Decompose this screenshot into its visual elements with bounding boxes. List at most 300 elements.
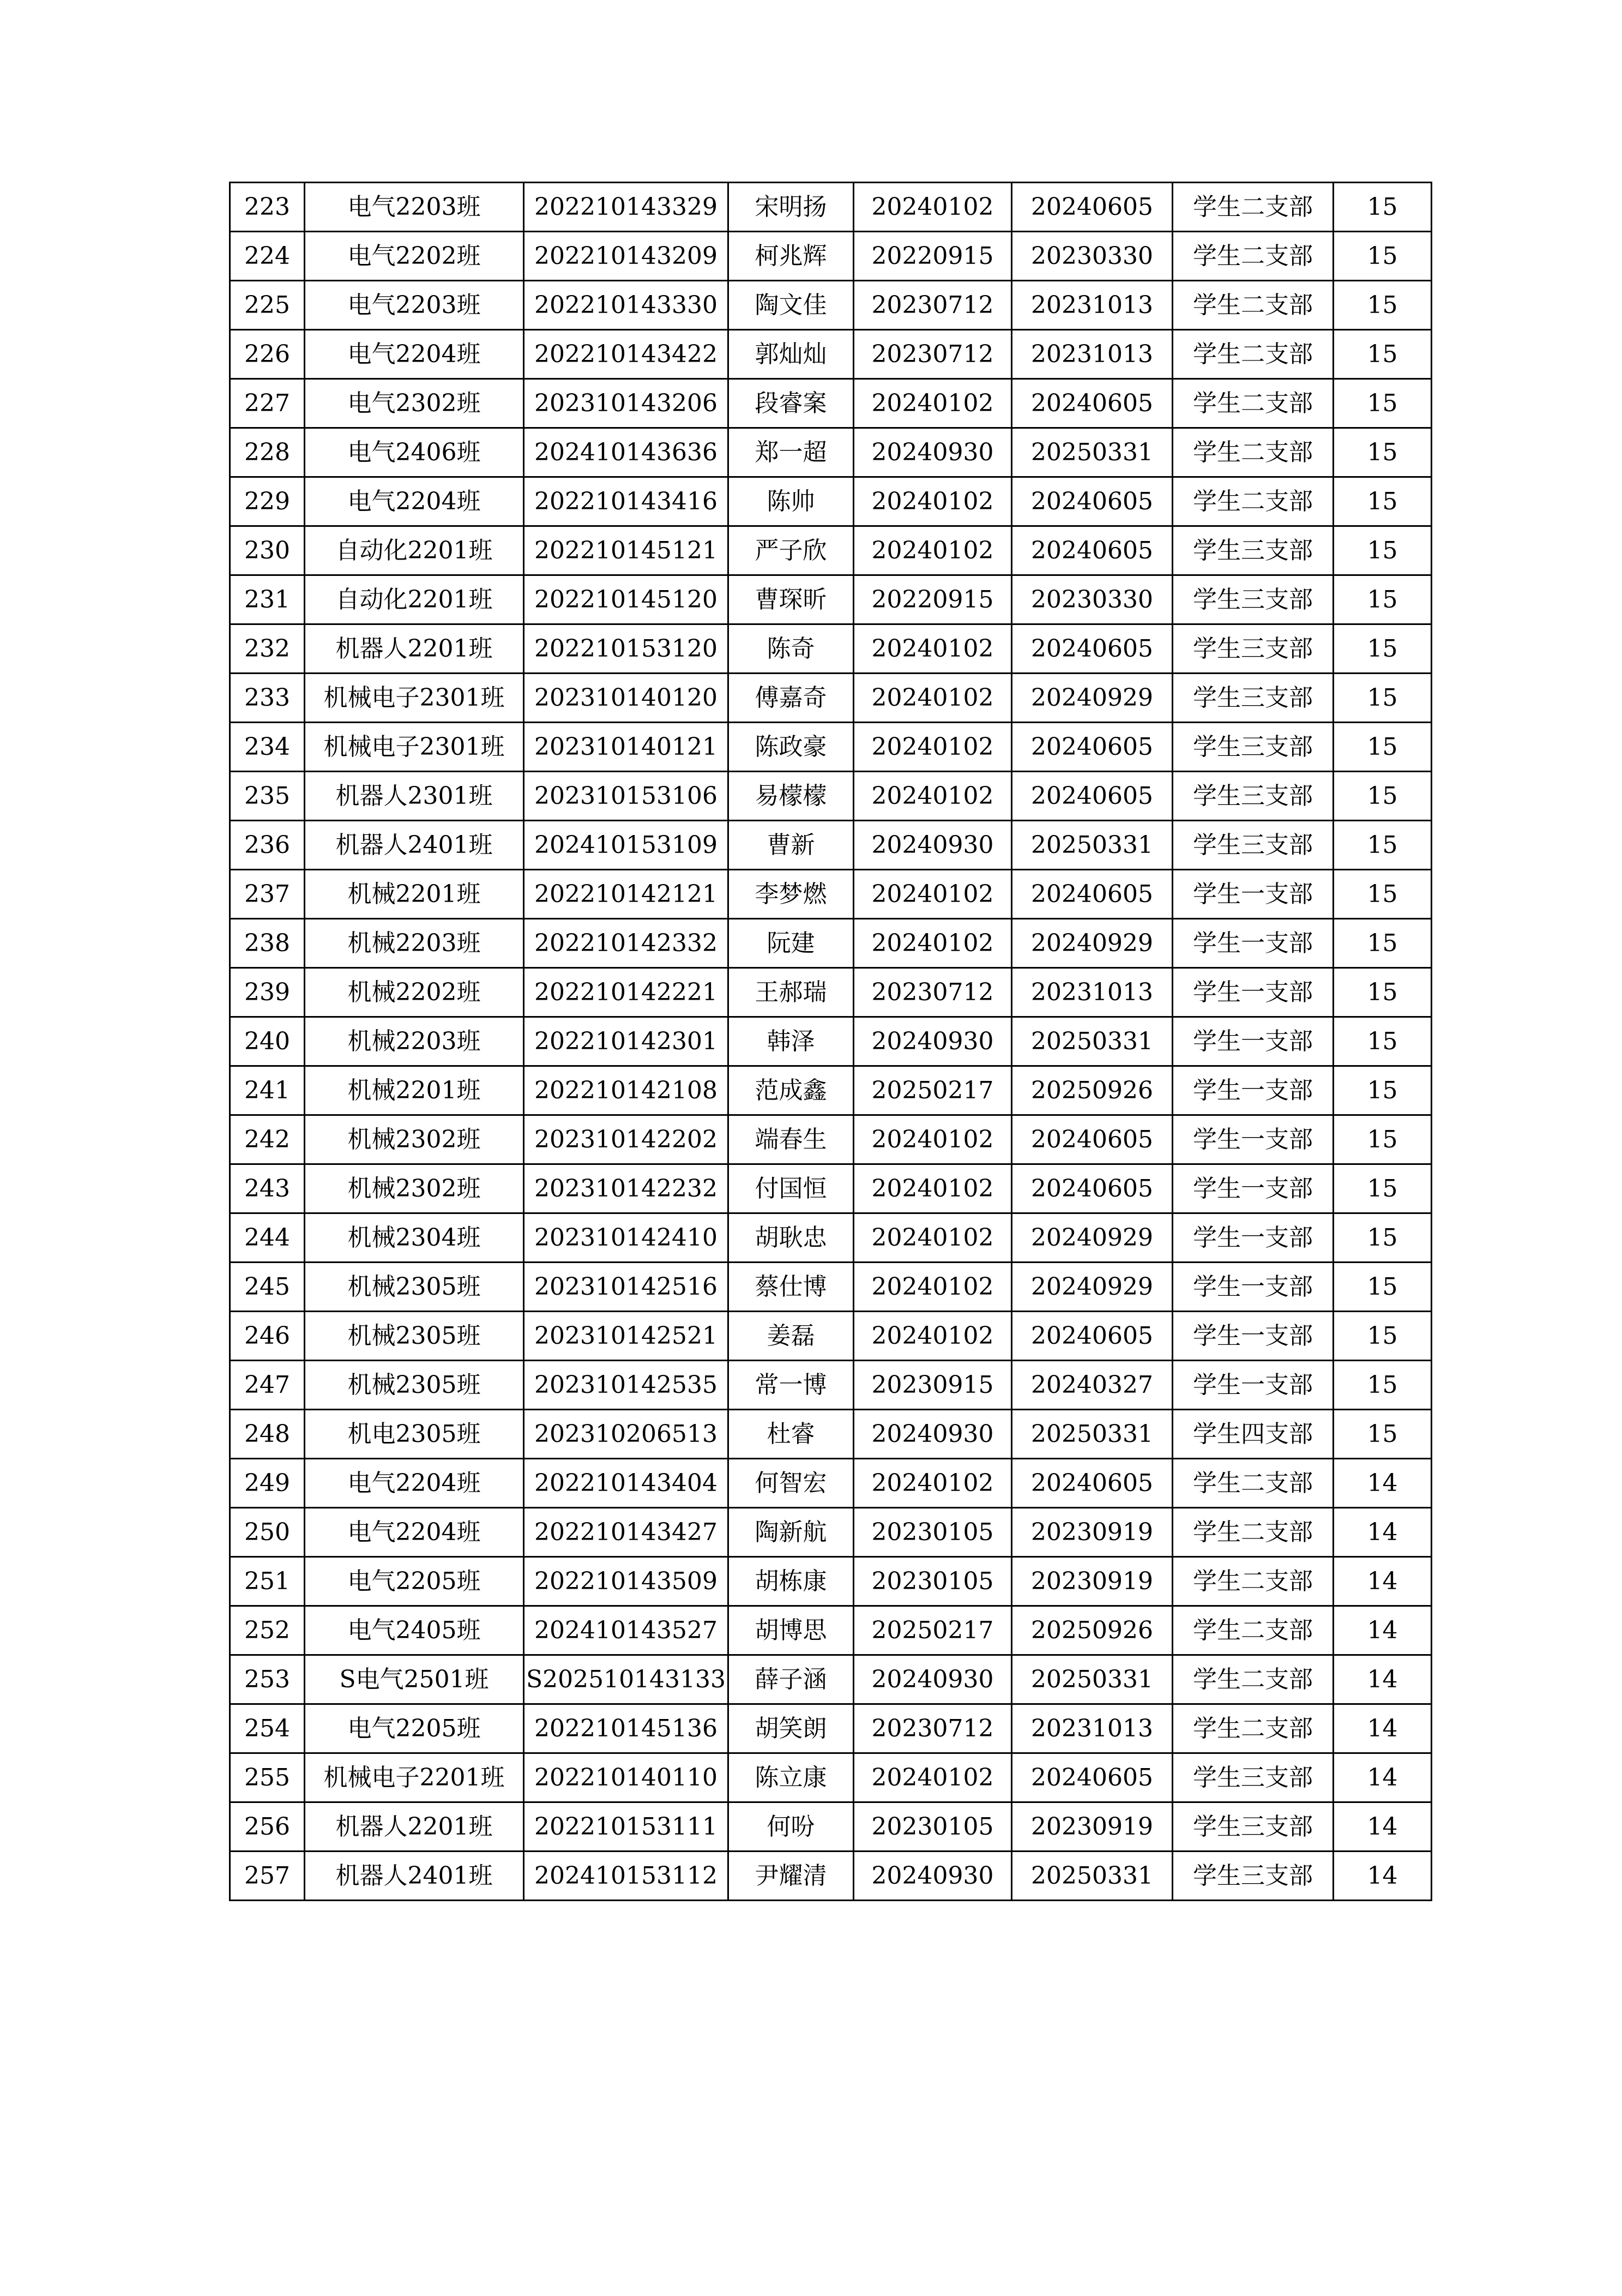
student-name-cell [728,1017,854,1066]
class-cell [305,772,524,821]
student-id-text: 202210142108 [534,1076,717,1104]
student-name-text: 何吩 [767,1812,815,1841]
student-name-cell [728,1606,854,1655]
score-text: 15 [1367,340,1398,368]
start-date-text: 20240930 [871,1027,994,1055]
start-date-text: 20240930 [871,831,994,859]
row-number-cell [230,968,305,1017]
student-name-text: 陈帅 [767,487,815,515]
student-id-text: 202210145120 [534,585,717,614]
student-name-cell [728,428,854,477]
student-name-cell [728,1164,854,1213]
start-date-cell [854,232,1012,281]
row-number-text: 247 [244,1371,290,1399]
student-name-cell [728,1655,854,1704]
score-cell [1334,821,1432,870]
student-id-text: 202210140110 [534,1763,717,1792]
row-number-text: 235 [244,782,290,810]
score-cell [1334,1802,1432,1852]
score-text: 15 [1367,1272,1398,1301]
party-branch-cell [1173,1802,1334,1852]
row-number-cell [230,821,305,870]
party-branch-text: 学生一支部 [1193,1223,1313,1252]
party-branch-cell [1173,1017,1334,1066]
party-branch-text: 学生三支部 [1193,683,1313,712]
student-name-text: 易檬檬 [755,782,827,810]
start-date-cell [854,1410,1012,1459]
score-text: 14 [1367,1861,1398,1890]
student-name-text: 韩泽 [767,1027,815,1055]
student-name-text: 郭灿灿 [755,340,827,368]
row-number-cell [230,1606,305,1655]
end-date-cell [1012,232,1173,281]
end-date-text: 20230919 [1031,1567,1153,1595]
score-text: 14 [1367,1567,1398,1595]
student-name-cell [728,477,854,526]
score-cell [1334,477,1432,526]
student-name-text: 胡栋康 [755,1567,827,1595]
party-branch-text: 学生三支部 [1193,782,1313,810]
end-date-text: 20240605 [1031,782,1153,810]
end-date-cell [1012,1066,1173,1115]
end-date-cell [1012,1606,1173,1655]
party-branch-cell [1173,772,1334,821]
student-id-cell [524,1753,728,1802]
score-text: 15 [1367,1420,1398,1448]
start-date-cell [854,723,1012,772]
row-number-cell [230,1459,305,1508]
row-number-text: 223 [244,193,290,221]
party-branch-text: 学生一支部 [1193,1076,1313,1104]
party-branch-text: 学生三支部 [1193,536,1313,564]
score-text: 15 [1367,1027,1398,1055]
score-cell [1334,1017,1432,1066]
student-name-text: 薛子涵 [755,1665,827,1693]
score-text: 15 [1367,1125,1398,1153]
row-number-text: 249 [244,1469,290,1497]
row-number-text: 225 [244,291,290,319]
party-branch-cell [1173,232,1334,281]
score-cell [1334,1213,1432,1263]
party-branch-cell [1173,1606,1334,1655]
score-text: 15 [1367,536,1398,564]
row-number-text: 251 [244,1567,290,1595]
start-date-cell [854,575,1012,624]
end-date-text: 20231013 [1031,291,1153,319]
end-date-cell [1012,281,1173,330]
party-branch-cell [1173,575,1334,624]
class-cell [305,330,524,379]
start-date-cell [854,379,1012,428]
student-name-cell [728,1557,854,1606]
student-id-text: 202210143416 [534,487,717,515]
party-branch-cell [1173,477,1334,526]
row-number-text: 256 [244,1812,290,1841]
start-date-text: 20230712 [871,1714,994,1742]
end-date-text: 20240605 [1031,1469,1153,1497]
start-date-text: 20250217 [871,1076,994,1104]
party-branch-cell [1173,183,1334,232]
table-row [230,379,1432,428]
end-date-text: 20240605 [1031,732,1153,761]
table-row [230,575,1432,624]
end-date-text: 20231013 [1031,978,1153,1006]
end-date-cell [1012,1115,1173,1164]
score-cell [1334,1606,1432,1655]
row-number-cell [230,1017,305,1066]
end-date-text: 20240929 [1031,683,1153,712]
class-text: 机械2302班 [347,1125,481,1153]
start-date-text: 20230712 [871,291,994,319]
start-date-cell [854,1852,1012,1901]
row-number-text: 244 [244,1223,290,1252]
start-date-cell [854,1459,1012,1508]
end-date-cell [1012,772,1173,821]
end-date-cell [1012,1017,1173,1066]
class-text: 电气2205班 [347,1567,481,1595]
party-branch-text: 学生二支部 [1193,1469,1313,1497]
row-number-cell [230,575,305,624]
score-cell [1334,183,1432,232]
student-id-cell [524,477,728,526]
student-id-cell [524,821,728,870]
party-branch-text: 学生一支部 [1193,1321,1313,1350]
table-row [230,870,1432,919]
student-id-cell [524,1802,728,1852]
party-branch-text: 学生二支部 [1193,1567,1313,1595]
start-date-cell [854,1802,1012,1852]
score-text: 14 [1367,1469,1398,1497]
student-name-cell [728,1753,854,1802]
student-name-text: 常一博 [755,1371,827,1399]
end-date-cell [1012,1410,1173,1459]
start-date-text: 20230712 [871,978,994,1006]
class-text: 机械电子2301班 [323,732,505,761]
student-id-cell [524,183,728,232]
student-name-cell [728,183,854,232]
class-cell [305,1361,524,1410]
end-date-cell [1012,1213,1173,1263]
row-number-text: 227 [244,389,290,417]
student-name-cell [728,1312,854,1361]
student-id-text: 202410153109 [534,831,717,859]
student-name-text: 李梦燃 [755,880,827,908]
table-row [230,821,1432,870]
student-id-text: S202510143133 [526,1665,726,1693]
end-date-cell [1012,1753,1173,1802]
student-id-cell [524,1017,728,1066]
row-number-cell [230,1557,305,1606]
student-id-text: 202310142535 [534,1371,717,1399]
class-cell [305,1606,524,1655]
row-number-text: 242 [244,1125,290,1153]
end-date-cell [1012,428,1173,477]
student-name-cell [728,1508,854,1557]
end-date-cell [1012,1459,1173,1508]
student-name-cell [728,919,854,968]
row-number-cell [230,1852,305,1901]
start-date-text: 20240930 [871,438,994,466]
start-date-text: 20240102 [871,880,994,908]
party-branch-text: 学生一支部 [1193,1125,1313,1153]
score-text: 15 [1367,978,1398,1006]
party-branch-text: 学生三支部 [1193,634,1313,663]
end-date-text: 20240929 [1031,1223,1153,1252]
student-id-text: 202410143636 [534,438,717,466]
class-text: 电气2204班 [347,1469,481,1497]
table-row [230,1753,1432,1802]
row-number-cell [230,183,305,232]
student-id-cell [524,575,728,624]
score-text: 15 [1367,291,1398,319]
score-text: 15 [1367,880,1398,908]
student-id-text: 202310140121 [534,732,717,761]
student-id-text: 202210143422 [534,340,717,368]
party-branch-text: 学生一支部 [1193,880,1313,908]
party-branch-text: 学生三支部 [1193,585,1313,614]
start-date-text: 20230915 [871,1371,994,1399]
row-number-cell [230,919,305,968]
student-id-cell [524,1557,728,1606]
student-id-text: 202210143330 [534,291,717,319]
end-date-text: 20240605 [1031,634,1153,663]
class-cell [305,723,524,772]
end-date-text: 20240605 [1031,487,1153,515]
class-cell [305,1852,524,1901]
student-name-text: 阮建 [767,929,815,957]
start-date-text: 20220915 [871,242,994,270]
start-date-text: 20240930 [871,1665,994,1693]
party-branch-cell [1173,1312,1334,1361]
end-date-cell [1012,1704,1173,1753]
student-id-cell [524,772,728,821]
student-id-text: 202210143404 [534,1469,717,1497]
table-row [230,1802,1432,1852]
party-branch-text: 学生一支部 [1193,1027,1313,1055]
row-number-cell [230,870,305,919]
student-name-cell [728,821,854,870]
class-cell [305,281,524,330]
score-cell [1334,919,1432,968]
class-cell [305,1312,524,1361]
party-branch-cell [1173,968,1334,1017]
score-cell [1334,772,1432,821]
class-cell [305,1066,524,1115]
start-date-cell [854,1263,1012,1312]
student-name-cell [728,870,854,919]
student-name-text: 端春生 [755,1125,827,1153]
party-branch-cell [1173,1164,1334,1213]
class-cell [305,526,524,575]
start-date-cell [854,1017,1012,1066]
student-name-cell [728,1459,854,1508]
row-number-cell [230,379,305,428]
party-branch-text: 学生二支部 [1193,389,1313,417]
start-date-text: 20240102 [871,1125,994,1153]
class-text: 机械2203班 [347,1027,481,1055]
end-date-text: 20230919 [1031,1812,1153,1841]
end-date-text: 20231013 [1031,340,1153,368]
student-name-text: 严子欣 [755,536,827,564]
score-cell [1334,1655,1432,1704]
row-number-cell [230,624,305,674]
end-date-text: 20240605 [1031,536,1153,564]
class-cell [305,624,524,674]
table-row [230,1263,1432,1312]
student-id-cell [524,1164,728,1213]
score-text: 15 [1367,782,1398,810]
class-cell [305,379,524,428]
end-date-cell [1012,1852,1173,1901]
student-name-cell [728,1213,854,1263]
party-branch-cell [1173,723,1334,772]
student-name-text: 郑一超 [755,438,827,466]
student-id-text: 202310142410 [534,1223,717,1252]
party-branch-cell [1173,1410,1334,1459]
party-branch-cell [1173,919,1334,968]
score-text: 15 [1367,929,1398,957]
student-name-text: 段睿案 [755,389,827,417]
party-branch-cell [1173,624,1334,674]
start-date-cell [854,1115,1012,1164]
student-name-text: 尹耀清 [755,1861,827,1890]
class-text: 机械电子2301班 [323,683,505,712]
start-date-text: 20240102 [871,1763,994,1792]
end-date-cell [1012,1312,1173,1361]
class-cell [305,870,524,919]
party-branch-cell [1173,1263,1334,1312]
score-text: 15 [1367,683,1398,712]
table-row [230,1066,1432,1115]
class-text: 机械2202班 [347,978,481,1006]
end-date-text: 20240327 [1031,1371,1153,1399]
start-date-cell [854,330,1012,379]
student-name-text: 傅嘉奇 [755,683,827,712]
class-cell [305,1263,524,1312]
class-cell [305,1655,524,1704]
start-date-cell [854,1704,1012,1753]
party-branch-text: 学生二支部 [1193,1616,1313,1644]
class-cell [305,968,524,1017]
student-name-cell [728,723,854,772]
party-branch-cell [1173,1508,1334,1557]
student-name-cell [728,281,854,330]
class-text: 自动化2201班 [335,536,493,564]
student-id-text: 202310206513 [534,1420,717,1448]
student-id-text: 202210143329 [534,193,717,221]
student-id-text: 202210145136 [534,1714,717,1742]
party-branch-cell [1173,674,1334,723]
class-text: 机械2201班 [347,880,481,908]
student-id-text: 202210143209 [534,242,717,270]
party-branch-text: 学生二支部 [1193,1714,1313,1742]
student-id-cell [524,919,728,968]
student-id-text: 202310142516 [534,1272,717,1301]
student-name-cell [728,1115,854,1164]
row-number-text: 245 [244,1272,290,1301]
end-date-cell [1012,575,1173,624]
start-date-text: 20230105 [871,1812,994,1841]
table-row [230,1115,1432,1164]
student-id-cell [524,526,728,575]
row-number-text: 228 [244,438,290,466]
start-date-text: 20240102 [871,782,994,810]
score-text: 15 [1367,1321,1398,1350]
score-cell [1334,526,1432,575]
start-date-text: 20250217 [871,1616,994,1644]
row-number-cell [230,1753,305,1802]
class-text: 电气2406班 [347,438,481,466]
end-date-cell [1012,1557,1173,1606]
start-date-cell [854,968,1012,1017]
party-branch-cell [1173,1115,1334,1164]
party-branch-text: 学生二支部 [1193,291,1313,319]
student-name-cell [728,624,854,674]
score-text: 15 [1367,487,1398,515]
table-row [230,1508,1432,1557]
end-date-text: 20240605 [1031,193,1153,221]
class-text: 机械2302班 [347,1174,481,1203]
start-date-cell [854,183,1012,232]
class-cell [305,1213,524,1263]
student-name-text: 胡耿忠 [755,1223,827,1252]
start-date-cell [854,1066,1012,1115]
row-number-text: 236 [244,831,290,859]
row-number-cell [230,1802,305,1852]
party-branch-text: 学生一支部 [1193,929,1313,957]
class-cell [305,919,524,968]
class-text: 电气2205班 [347,1714,481,1742]
end-date-cell [1012,526,1173,575]
class-text: 电气2204班 [347,1518,481,1546]
student-id-cell [524,1213,728,1263]
student-name-text: 宋明扬 [755,193,827,221]
score-cell [1334,281,1432,330]
score-text: 15 [1367,831,1398,859]
party-branch-text: 学生一支部 [1193,1174,1313,1203]
start-date-cell [854,919,1012,968]
end-date-cell [1012,624,1173,674]
row-number-text: 246 [244,1321,290,1350]
student-name-text: 陶文佳 [755,291,827,319]
student-id-cell [524,1852,728,1901]
start-date-cell [854,1213,1012,1263]
row-number-text: 234 [244,732,290,761]
row-number-cell [230,1263,305,1312]
row-number-cell [230,1361,305,1410]
class-text: 机械2201班 [347,1076,481,1104]
row-number-cell [230,526,305,575]
score-cell [1334,1753,1432,1802]
class-cell [305,1508,524,1557]
party-branch-text: 学生一支部 [1193,1371,1313,1399]
student-id-cell [524,1459,728,1508]
table-row [230,428,1432,477]
student-name-cell [728,674,854,723]
start-date-cell [854,1606,1012,1655]
row-number-cell [230,772,305,821]
table-row [230,330,1432,379]
table-row [230,526,1432,575]
end-date-text: 20240605 [1031,1174,1153,1203]
table-row [230,232,1432,281]
end-date-text: 20250926 [1031,1076,1153,1104]
table-row [230,1655,1432,1704]
student-id-cell [524,1704,728,1753]
start-date-text: 20240102 [871,732,994,761]
roster-table-body [230,183,1432,1901]
score-cell [1334,1115,1432,1164]
